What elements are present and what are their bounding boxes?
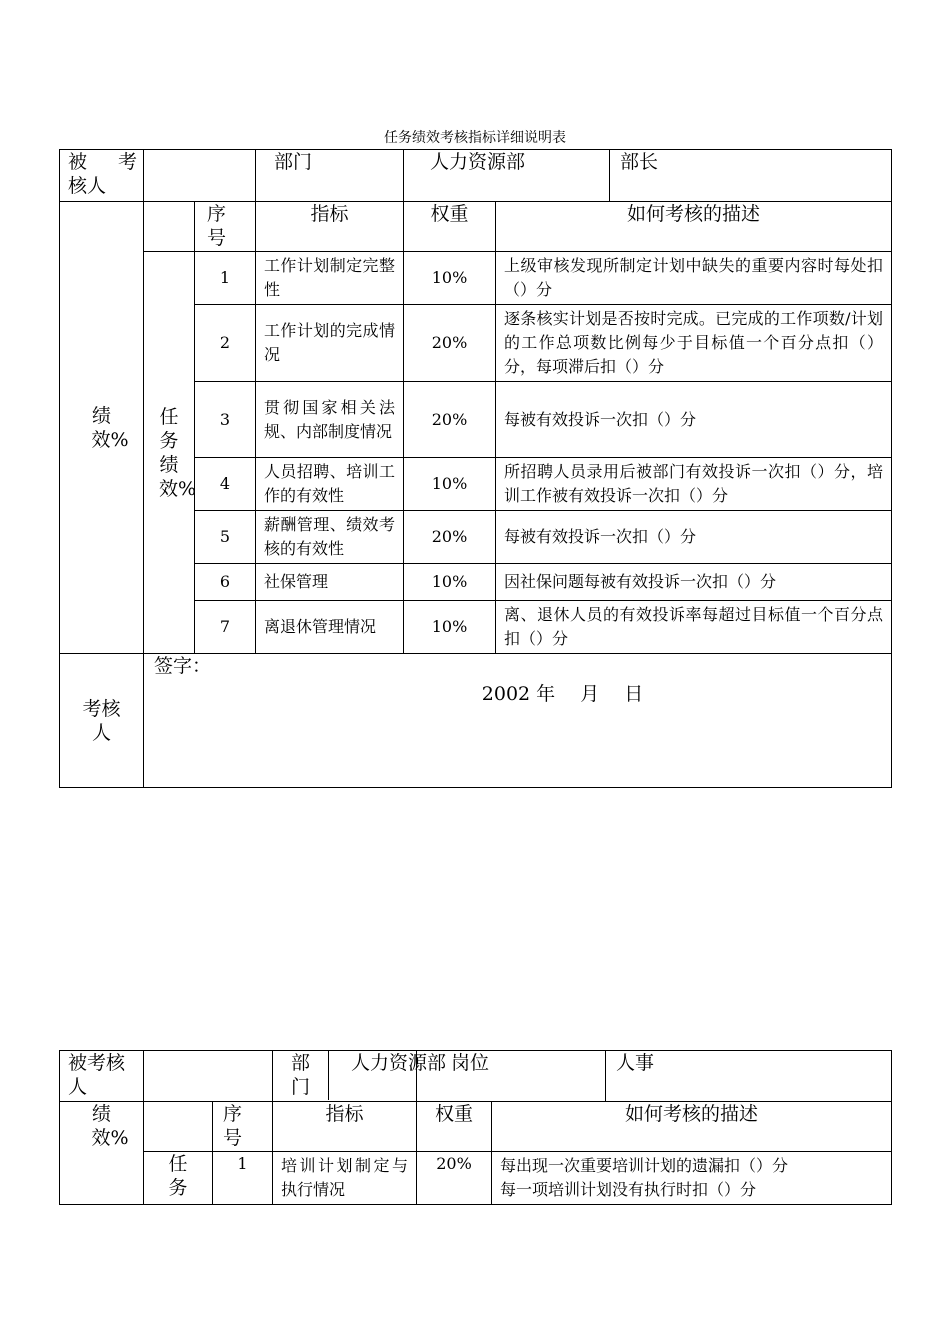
task-perf-cell bbox=[144, 252, 195, 654]
col-seq-2: 序号 bbox=[223, 1103, 243, 1149]
indicator: 工作计划的完成情况 bbox=[256, 305, 404, 382]
desc: 逐条核实计划是否按时完成。已完成的工作项数/计划的工作总项数比例每少于目标值一个百分点扣（）分，每项滞后扣（）分 bbox=[496, 305, 892, 382]
seq: 5 bbox=[195, 511, 256, 564]
indicator: 薪酬管理、绩效考核的有效性 bbox=[256, 511, 404, 564]
col-desc-2: 如何考核的描述 bbox=[492, 1102, 892, 1152]
document-title: 任务绩效考核指标详细说明表 bbox=[384, 130, 566, 146]
desc: 离、退休人员的有效投诉率每超过目标值一个百分点扣（）分 bbox=[496, 601, 892, 654]
col-weight-2: 权重 bbox=[417, 1102, 492, 1152]
seq: 4 bbox=[195, 458, 256, 511]
indicator: 工作计划制定完整性 bbox=[256, 252, 404, 305]
weight: 20% bbox=[404, 511, 496, 564]
assessee-label-2: 被考核人 bbox=[60, 1051, 144, 1102]
desc-cell bbox=[492, 1152, 892, 1205]
perf-label-cell bbox=[60, 202, 144, 654]
dept-label-2: 部门 bbox=[273, 1051, 329, 1100]
col-indicator: 指标 bbox=[256, 202, 404, 252]
assessee-label: 被 考核人 bbox=[60, 150, 144, 202]
col-seq: 序号 bbox=[207, 203, 227, 249]
task-perf-label: 任务绩效% bbox=[159, 405, 197, 500]
desc-line: 每出现一次重要培训计划的遗漏扣（）分 bbox=[500, 1156, 789, 1175]
signature-area[interactable] bbox=[144, 654, 892, 788]
seq: 6 bbox=[195, 564, 256, 601]
col-seq-cell bbox=[195, 202, 256, 252]
col-seq-2-cell bbox=[213, 1102, 273, 1152]
assessor-label-cell bbox=[60, 654, 144, 788]
assessor-label: 考核人 bbox=[82, 697, 121, 744]
col-indicator-2: 指标 bbox=[273, 1102, 417, 1152]
indicator: 贯彻国家相关法规、内部制度情况 bbox=[256, 382, 404, 458]
desc: 每被有效投诉一次扣（）分 bbox=[496, 511, 892, 564]
indicator: 培训计划制定与执行情况 bbox=[273, 1152, 417, 1205]
sign-label: 签字： bbox=[154, 655, 212, 677]
blank-cell bbox=[144, 202, 195, 252]
position-value-2: 人事 bbox=[606, 1051, 892, 1102]
indicator: 离退休管理情况 bbox=[256, 601, 404, 654]
position-value: 部长 bbox=[620, 151, 659, 173]
position-cell bbox=[610, 150, 892, 202]
dept-value: 人力资源部 bbox=[430, 151, 526, 173]
task-label-2: 任务 bbox=[168, 1153, 188, 1199]
blank-cell-2 bbox=[144, 1102, 213, 1152]
assessment-table-1-full bbox=[59, 149, 892, 788]
perf-label-2: 绩效% bbox=[91, 1103, 129, 1149]
desc: 因社保问题每被有效投诉一次扣（）分 bbox=[496, 564, 892, 601]
seq: 1 bbox=[213, 1152, 273, 1205]
desc: 上级审核发现所制定计划中缺失的重要内容时每处扣（）分 bbox=[496, 252, 892, 305]
desc: 每被有效投诉一次扣（）分 bbox=[496, 382, 892, 458]
indicator: 社保管理 bbox=[256, 564, 404, 601]
weight: 20% bbox=[417, 1152, 492, 1205]
date-line: 2002 年 月 日 bbox=[481, 683, 644, 705]
dept-value-2: 人力资源部 bbox=[351, 1052, 447, 1074]
position-label-2: 岗位 bbox=[451, 1052, 490, 1074]
assessee-value[interactable] bbox=[144, 150, 256, 202]
indicator: 人员招聘、培训工作的有效性 bbox=[256, 458, 404, 511]
weight: 10% bbox=[404, 564, 496, 601]
weight: 20% bbox=[404, 382, 496, 458]
perf-label-2-cell bbox=[60, 1102, 144, 1205]
table-row bbox=[60, 252, 892, 305]
assessment-table-2 bbox=[59, 1050, 892, 1205]
weight: 10% bbox=[404, 252, 496, 305]
weight: 10% bbox=[404, 458, 496, 511]
dept-label: 部门 bbox=[256, 150, 404, 202]
seq: 3 bbox=[195, 382, 256, 458]
col-desc: 如何考核的描述 bbox=[496, 202, 892, 252]
seq: 2 bbox=[195, 305, 256, 382]
dept-value-cell bbox=[404, 150, 610, 202]
table-row bbox=[60, 1152, 892, 1205]
task-label-2-cell bbox=[144, 1152, 213, 1205]
desc-line: 每一项培训计划没有执行时扣（）分 bbox=[500, 1180, 757, 1199]
desc: 所招聘人员录用后被部门有效投诉一次扣（）分，培训工作被有效投诉一次扣（）分 bbox=[496, 458, 892, 511]
dept-cell-2 bbox=[273, 1051, 447, 1102]
assessee-value-2[interactable] bbox=[144, 1051, 273, 1102]
perf-label: 绩效% bbox=[91, 404, 129, 451]
col-weight: 权重 bbox=[404, 202, 496, 252]
seq: 7 bbox=[195, 601, 256, 654]
weight: 10% bbox=[404, 601, 496, 654]
seq: 1 bbox=[195, 252, 256, 305]
weight: 20% bbox=[404, 305, 496, 382]
